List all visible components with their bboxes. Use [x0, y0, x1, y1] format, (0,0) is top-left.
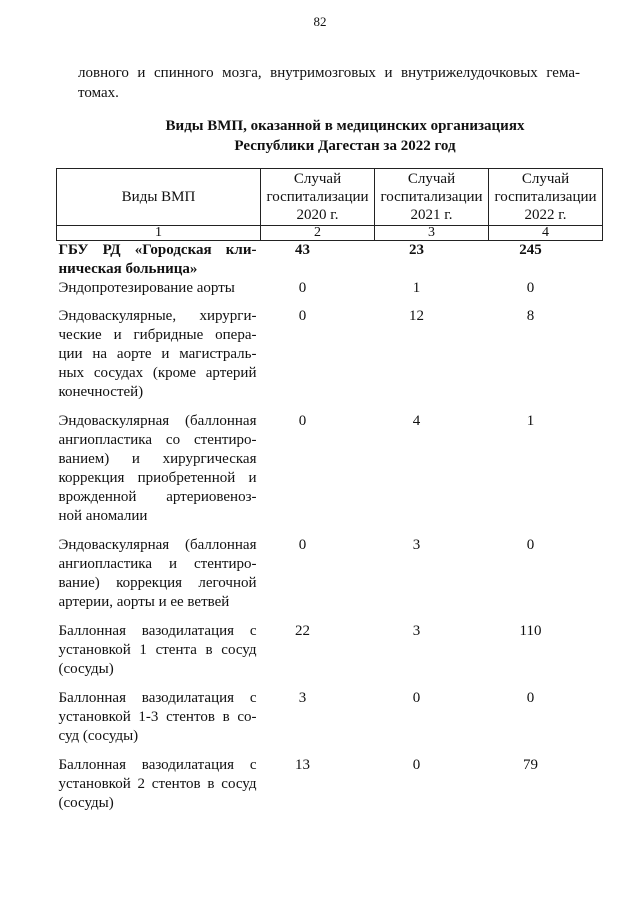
- spacer-cell: [57, 612, 603, 622]
- row-name: [57, 536, 261, 612]
- column-number: 4: [489, 226, 603, 241]
- row-name-line: конечностей): [58, 384, 144, 400]
- cell-2022: 245: [519, 242, 542, 258]
- row-name-line: Баллонная вазодилатация с: [58, 757, 257, 773]
- row-name: [57, 241, 261, 280]
- table-row: [57, 689, 603, 746]
- vmp-table: [56, 168, 603, 813]
- row-name-line: установкой 1-3 стентов в со-: [58, 709, 257, 725]
- cell-2021: 0: [412, 757, 421, 773]
- cell-2020: 43: [295, 242, 310, 258]
- table-row: [57, 412, 603, 526]
- row-name-line: (сосуды): [58, 795, 114, 811]
- table-row: [57, 622, 603, 679]
- row-spacer: [57, 612, 603, 622]
- table-header-row: [57, 169, 603, 226]
- column-number: 2: [261, 226, 375, 241]
- row-name: [57, 412, 261, 526]
- page-number: 82: [313, 14, 327, 29]
- row-spacer: [57, 402, 603, 412]
- header-line: Случай: [407, 171, 456, 187]
- cell-2022: 79: [523, 757, 538, 773]
- header-2021: [375, 169, 489, 226]
- row-name-line: (сосуды): [58, 661, 114, 677]
- cell-2020: 3: [298, 690, 307, 706]
- header-vmp-types: Виды ВМП: [57, 169, 261, 226]
- spacer-cell: [57, 679, 603, 689]
- row-name-line: врожденной артериовеноз-: [58, 489, 257, 505]
- header-line: Случай: [521, 171, 570, 187]
- table-row-organization: [57, 241, 603, 280]
- row-name-line: суд (сосуды): [58, 728, 139, 744]
- row-name-line: ГБУ РД «Городская кли-: [58, 242, 257, 258]
- cell-2022: 0: [526, 690, 535, 706]
- table-title: [110, 116, 580, 156]
- spacer-cell: [57, 298, 603, 307]
- row-spacer: [57, 298, 603, 307]
- row-spacer: [57, 746, 603, 756]
- column-number: 1: [57, 226, 261, 241]
- intro-line: томах.: [78, 85, 119, 101]
- row-name: [57, 279, 261, 298]
- row-name-line: Эндоваскулярная (баллонная: [58, 537, 257, 553]
- row-name-line: вание) коррекция легочной: [58, 575, 257, 591]
- spacer-cell: [57, 526, 603, 536]
- row-name: [57, 622, 261, 679]
- row-name-line: ных сосудах (кроме артерий: [58, 365, 257, 381]
- row-name-line: ангиопластика и стентиро-: [58, 556, 257, 572]
- cell-2021: 23: [409, 242, 424, 258]
- cell-2020: 22: [295, 623, 310, 639]
- header-line: 2022 г.: [524, 207, 567, 223]
- row-name: [57, 689, 261, 746]
- cell-2020: 0: [298, 280, 307, 296]
- row-name-line: коррекция приобретенной и: [58, 470, 257, 486]
- row-name-line: Баллонная вазодилатация с: [58, 623, 257, 639]
- spacer-cell: [57, 746, 603, 756]
- cell-2021: 12: [409, 308, 424, 324]
- row-name-line: Эндоваскулярные, хирурги-: [58, 308, 257, 324]
- title-line: Республики Дагестан за 2022 год: [234, 138, 456, 154]
- row-name-line: ванием) и хирургическая: [58, 451, 257, 467]
- cell-2020: 0: [298, 308, 307, 324]
- cell-2022: 110: [519, 623, 542, 639]
- cell-2020: 0: [298, 413, 307, 429]
- row-name-line: ническая больница»: [58, 261, 198, 277]
- cell-2022: 0: [526, 280, 535, 296]
- cell-2020: 13: [295, 757, 310, 773]
- header-line: 2020 г.: [296, 207, 339, 223]
- table-row: [57, 279, 603, 298]
- row-spacer: [57, 679, 603, 689]
- intro-paragraph: [78, 63, 580, 103]
- row-name-line: Эндоваскулярная (баллонная: [58, 413, 257, 429]
- spacer-cell: [57, 402, 603, 412]
- cell-2022: 1: [526, 413, 535, 429]
- column-number: 3: [375, 226, 489, 241]
- row-name-line: ческие и гибридные опера-: [58, 327, 257, 343]
- header-line: госпитализации: [266, 189, 369, 205]
- header-line: госпитализации: [494, 189, 597, 205]
- cell-2021: 1: [412, 280, 421, 296]
- row-name: [57, 307, 261, 402]
- title-line: Виды ВМП, оказанной в медицинских организациях: [165, 118, 525, 134]
- row-spacer: [57, 526, 603, 536]
- row-name-line: артерии, аорты и ее ветвей: [58, 594, 230, 610]
- header-2022: [489, 169, 603, 226]
- table-row: [57, 756, 603, 813]
- cell-2022: 0: [526, 537, 535, 553]
- row-name: [57, 756, 261, 813]
- column-number-row: [57, 226, 603, 241]
- header-line: госпитализации: [380, 189, 483, 205]
- row-name-line: Эндопротезирование аорты: [58, 280, 235, 296]
- row-name-line: установкой 1 стента в сосуд: [58, 642, 257, 658]
- cell-2021: 3: [412, 623, 421, 639]
- cell-2021: 3: [412, 537, 421, 553]
- intro-line: ловного и спинного мозга, внутримозговых и внутрижелудочковых гема-: [78, 65, 580, 81]
- cell-2022: 8: [526, 308, 535, 324]
- cell-2021: 0: [412, 690, 421, 706]
- header-2020: [261, 169, 375, 226]
- row-name-line: Баллонная вазодилатация с: [58, 690, 257, 706]
- header-line: 2021 г.: [410, 207, 453, 223]
- header-line: Случай: [293, 171, 342, 187]
- row-name-line: установкой 2 стентов в сосуд: [58, 776, 257, 792]
- row-name-line: ангиопластика со стентиро-: [58, 432, 257, 448]
- cell-2020: 0: [298, 537, 307, 553]
- table-row: [57, 536, 603, 612]
- cell-2021: 4: [412, 413, 421, 429]
- row-name-line: ции на аорте и магистраль-: [58, 346, 257, 362]
- row-name-line: ной аномалии: [58, 508, 148, 524]
- table-row: [57, 307, 603, 402]
